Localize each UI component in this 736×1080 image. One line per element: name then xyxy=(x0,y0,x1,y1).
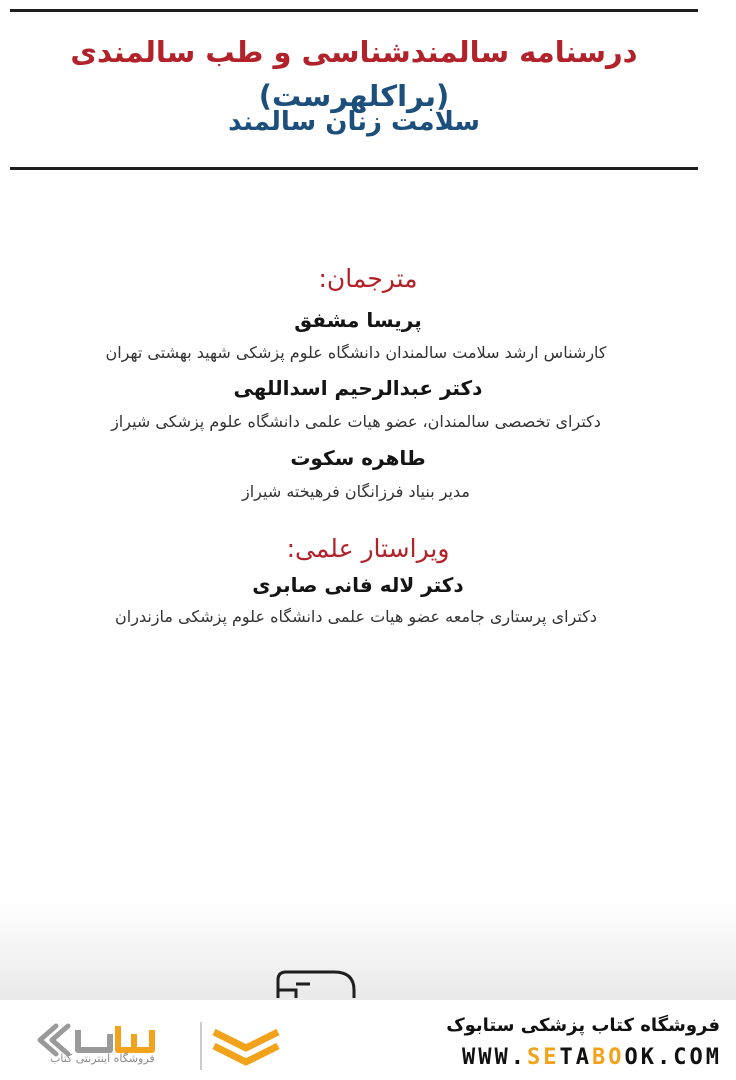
bottom-rule xyxy=(10,167,698,170)
page-fade xyxy=(0,900,736,1000)
editor-desc: دکترای پرستاری جامعه عضو هیات علمی دانشگاه علوم پزشکی مازندران xyxy=(115,607,597,626)
translators-heading: مترجمان: xyxy=(318,264,418,293)
url-part: OK.COM xyxy=(624,1045,722,1070)
store-footer xyxy=(0,1000,736,1080)
translator-name: پریسا مشفق xyxy=(294,308,422,332)
editor-heading: ویراستار علمی: xyxy=(286,534,450,563)
url-part: WWW. xyxy=(462,1045,528,1070)
url-part: TA xyxy=(559,1045,593,1070)
store-url[interactable] xyxy=(462,1044,722,1072)
store-name: فروشگاه کتاب پزشکی ستابوک xyxy=(446,1015,720,1036)
translator-desc: کارشناس ارشد سلامت سالمندان دانشگاه علوم پزشکی شهید بهشتی تهران xyxy=(105,343,607,362)
url-part-highlight: BO xyxy=(592,1045,625,1070)
book-title-main: درسنامه سالمندشناسی و طب سالمندی xyxy=(70,35,638,69)
book-title-accent: (براکلهرست) xyxy=(258,79,450,113)
translator-desc: دکترای تخصصی سالمندان، عضو هیات علمی دانشگاه علوم پزشکی شیراز xyxy=(111,412,601,431)
url-part-highlight: SE xyxy=(527,1045,560,1070)
top-rule xyxy=(10,9,698,12)
translator-desc: مدیر بنیاد فرزانگان فرهیخته شیراز xyxy=(242,482,470,501)
editor-name: دکتر لاله فانی صابری xyxy=(252,573,464,597)
setabook-logo-icon xyxy=(34,1018,284,1076)
translator-name: طاهره سکوت xyxy=(290,446,426,470)
book-icon xyxy=(272,966,360,1000)
translator-name: دکتر عبدالرحیم اسداللهی xyxy=(233,376,483,400)
book-subtitle: سلامت زنان سالمند xyxy=(228,107,480,137)
logo-tagline: فروشگاه اینترنتی کتاب xyxy=(50,1052,155,1065)
